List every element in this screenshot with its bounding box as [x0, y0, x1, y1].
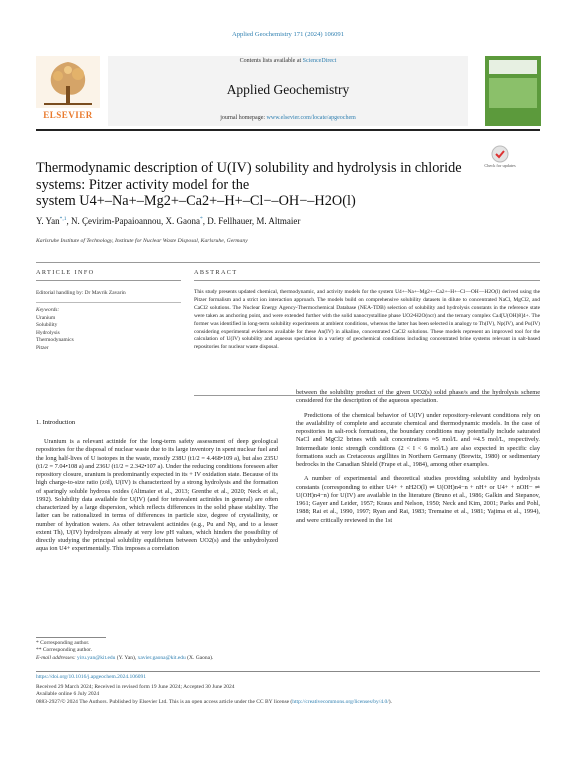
body-column-right	[296, 389, 540, 531]
received-dates: Received 29 March 2024; Received in revised form 19 June 2024; Accepted 30 June 2024	[36, 684, 235, 690]
corresponding-author-1: * Corresponding author.	[36, 640, 90, 646]
elsevier-tree-logo	[36, 56, 100, 118]
title-line-3: system U4+–Na+–Mg2+–Ca2+–H+–Cl−–OH−–H2O(l)	[36, 193, 356, 210]
available-online: Available online 6 July 2024	[36, 691, 100, 698]
title-line-2: systems: Pitzer activity model for the	[36, 176, 250, 193]
contents-prefix: Contents lists available at	[239, 58, 303, 64]
author-1[interactable]: Y. Yan	[36, 216, 60, 226]
license-line	[36, 699, 540, 706]
author-3-mark[interactable]: *	[199, 216, 203, 222]
license-suffix: ).	[388, 698, 392, 705]
keyword-item: Hydrolysis	[36, 329, 60, 336]
doi-link[interactable]: https://doi.org/10.1016/j.apgeochem.2024.106091	[36, 674, 147, 680]
footnotes	[36, 640, 336, 662]
journal-reference[interactable]: Applied Geochemistry 171 (2024) 106091	[231, 31, 345, 38]
intro-paragraph-3: A number of experimental and theoretical studies providing solubility and hydrolysis constants (corresponding to either U4+ + nH2O(l) ⇌ U(OH)n4−n + nH+ or U4+ + nOH− ⇌ U(OH)n4−n) for U(IV) are available in the literature (Bruno et al., 1986; Galkin and Stepanov, 1961; Gayer and Leider, 1957; Kraus and Nelson, 1950; Neck and Kim, 2001; Parks and Pohl, 1988; Rai et al., 1990, 1997; Ryan and Rai, 1983; Tremaine et al., 1981; Yajima et al., 1994), and were critically reviewed in the 1st	[296, 475, 540, 524]
info-rule	[36, 280, 181, 281]
elsevier-wordmark: ELSEVIER	[43, 110, 93, 120]
email-1-owner: (Y. Yan),	[116, 654, 137, 661]
keywords-label: Keywords:	[36, 307, 60, 313]
check-for-updates-label[interactable]: Check for updates	[484, 163, 516, 168]
author-4[interactable]: D. Fellhauer	[207, 216, 252, 226]
header-rule	[36, 129, 540, 131]
license-link[interactable]: http://creativecommons.org/licenses/by/4.0/	[292, 698, 389, 705]
keywords-list	[36, 307, 181, 353]
keyword-item: Solubility	[36, 322, 58, 329]
contents-line	[108, 58, 468, 64]
article-title	[36, 160, 486, 210]
abstract-body: This study presents updated chemical, thermodynamic, and activity models for the system U4+–Na+–Mg2+–Ca2+–H+–Cl−–OH−–H2O(l) derived using the Pitzer formalism and a strict ion interaction approach. The models build on comprehensive solubility datasets in dilute to concentrated NaCl, MgCl2, and CaCl2 solutions. The Nuclear Energy Agency-Thermochemical Database (NEA-TDB) selection of solubility and hydrolysis constants in the reference state were taken as anchoring point, and were extended further with the solid nanocrystalline phase UO2•H2O(ncr) and the ternary complex Ca4[U(OH)8]4+. The former was identified in long-term solubility experiments at ambient conditions, whereas the latter has been selected in analogy to Th(IV), Np(IV), and Pu(IV) considering experimental evidences available for these An(IV) in alkaline, concentrated CaCl2 solutions. These models represent an improved tool for the calculation of U(IV) solubility and aqueous speciation in a variety of geochemical conditions including concentrated brine systems relevant in salt-based repositories for nuclear waste disposal.	[194, 289, 540, 351]
journal-cover-thumbnail	[485, 56, 541, 126]
title-line-1: Thermodynamic description of U(IV) solubility and hydrolysis in chloride	[36, 160, 462, 176]
author-list: Y. Yan$^{*,1}$, N. Çevirim-Papaioannou, X. Gaona*, D. Fellhauer, M. Altmaier	[36, 216, 301, 226]
info-divider	[36, 302, 181, 303]
keyword-item: Pitzer	[36, 344, 49, 351]
homepage-prefix: journal homepage:	[220, 115, 267, 121]
introduction-heading: 1. Introduction	[36, 419, 76, 426]
article-history	[36, 684, 540, 706]
email-2-owner: (X. Gaona).	[187, 654, 214, 661]
email-label: E-mail addresses:	[36, 654, 76, 661]
author-5[interactable]: M. Altmaier	[256, 216, 301, 226]
body-column-left	[36, 438, 278, 554]
sciencedirect-link[interactable]: ScienceDirect	[302, 58, 337, 64]
keyword-item: Thermodynamics	[36, 337, 74, 344]
license-prefix: 0883-2927/© 2024 The Authors. Published by Elsevier Ltd. This is an open access article under the CC BY license (	[36, 698, 293, 705]
intro-paragraph-1: Uranium is a relevant actinide for the long-term safety assessment of deep geological repositories for the disposal of nuclear waste due to its large inventory in spent nuclear fuel and the long half-lives of U isotopes in the waste, mostly 238U (t1/2 = 4.468•109 a), but also 235U (t1/2 = 7.04•108 a) and 236U (t1/2 = 2.342•107 a). Under the reducing conditions foreseen after repository closure, uranium is predominantly expected in its + IV oxidation state. Because of its high charge-to-size ratio (z/d), U(IV) is characterized by a strong hydrolysis and the formation of sparingly soluble hydrous oxides (Altmaier et al., 2013; Grenthe et al., 2020; Neck et al., 1992). Solubility data available for U(IV) (and for tetravalent actinides in general) are often characterized by a large dispersion, which reflects differences in the solid phase stability. The latter can be rationalized in terms of differences in particle size, degree of crystallinity, or number of hydration waters. As other tetravalent actinides (e.g., Pu and Np, and to a lesser extent Th), U(IV) hydrolyzes already at very low pH values, which hinders the possibility of directly studying the principal solubility equilibrium between UO2(s) and the unhydrolyzed aqua ion U4+ experimentally. This imposes a correlation	[36, 438, 278, 553]
article-info-heading: ARTICLE INFO	[36, 269, 95, 276]
author-2[interactable]: N. Çevirim-Papaioannou	[70, 216, 161, 226]
affiliation: Karlsruhe Institute of Technology, Institute for Nuclear Waste Disposal, Karlsruhe, Germany	[36, 238, 248, 244]
journal-name: Applied Geochemistry	[226, 82, 350, 97]
footnote-rule	[36, 637, 106, 638]
author-3[interactable]: X. Gaona	[165, 216, 200, 226]
homepage-link[interactable]: www.elsevier.com/locate/apgeochem	[266, 115, 356, 121]
keyword-item: Uranium	[36, 314, 56, 321]
intro-paragraph-2: Predictions of the chemical behavior of U(IV) under repository-relevant conditions rely on the availability of complete and accurate chemical and thermodynamic models. In the case of repositories in salt-rock formations, the boundary conditions may potentially include saturated NaCl and MgCl2 brines with salt concentrations ≈5 mol/L and ≈4.5 mol/L, respectively. Intermediate ionic strength conditions (2 < I < 6 mol/L) are also expected in specific clay formations such as Cretaceous argillites in Northern Germany (Brewitz, 1980) or sedimentary bedrocks in the Canadian Shield (Frape et al., 1984), among other examples.	[296, 411, 540, 468]
bottom-rule	[36, 671, 540, 672]
section-rule	[36, 262, 540, 263]
author-1-mark[interactable]: *,1	[59, 216, 67, 222]
check-for-updates-icon[interactable]	[486, 145, 514, 175]
email-link-1[interactable]: yiru.yan@kit.edu	[77, 654, 116, 661]
abstract-heading: ABSTRACT	[194, 269, 238, 276]
corresponding-author-2: ** Corresponding author.	[36, 647, 93, 654]
email-link-2[interactable]: xavier.gaona@kit.edu	[137, 654, 186, 661]
editorial-handling: Editorial handling by: Dr Mavrik Zavarin	[36, 290, 126, 296]
intro-paragraph-1-cont: between the solubility product of the given UO2(s) solid phase/s and the hydrolysis scheme considered for the description of the aqueous speciation.	[296, 389, 540, 405]
abstract-rule	[194, 280, 540, 281]
email-line	[36, 655, 336, 662]
homepage-line	[108, 115, 468, 121]
